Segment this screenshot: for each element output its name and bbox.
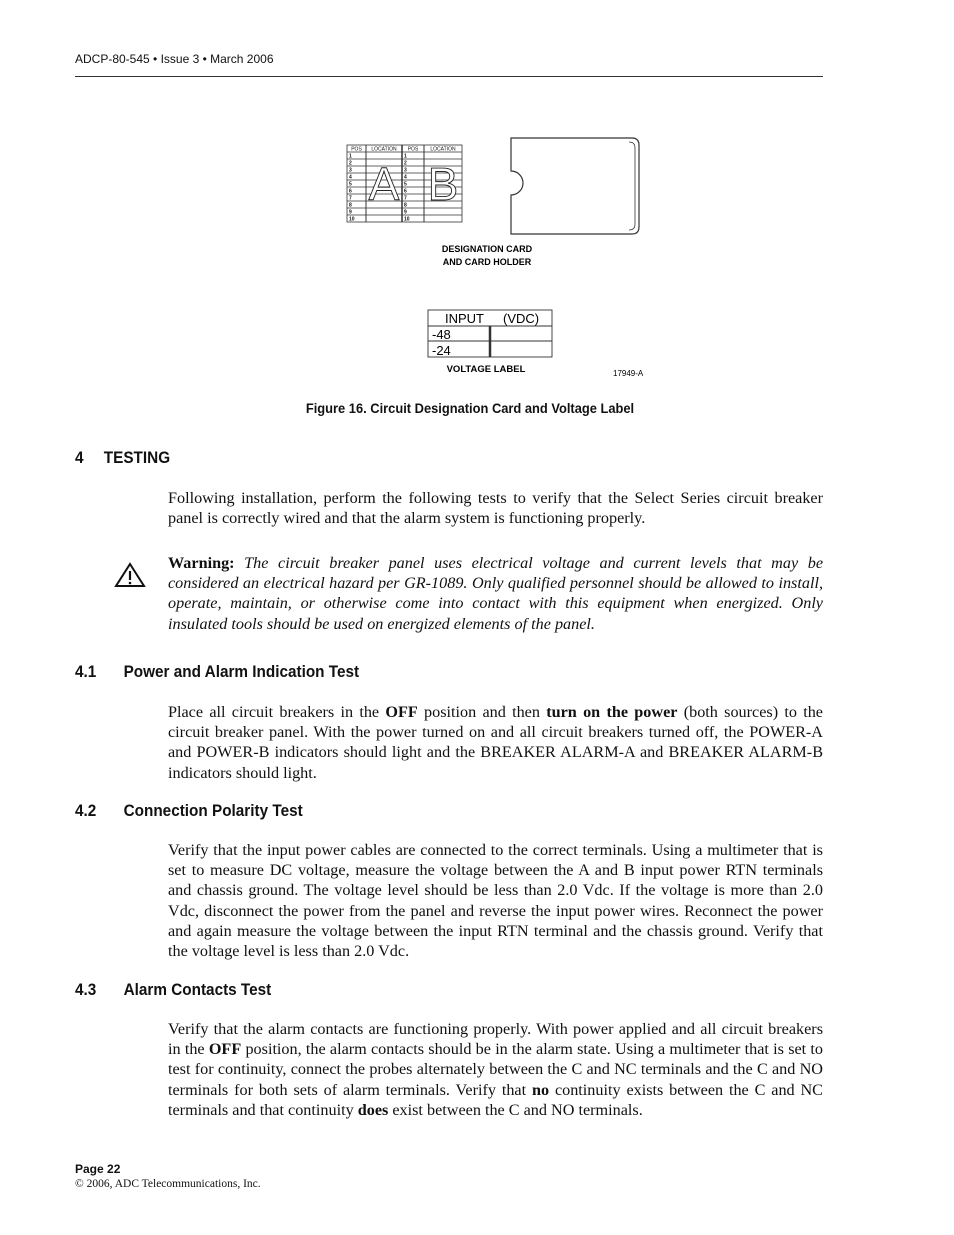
card-pos: 8 bbox=[404, 202, 407, 209]
designation-card bbox=[347, 145, 462, 223]
card-pos: 3 bbox=[404, 167, 407, 174]
card-header: POS bbox=[407, 146, 419, 153]
section-4-body: Following installation, perform the following tests to verify that the Select Series circuit breaker panel is correctly wired and that the alarm system is functioning properly. bbox=[168, 489, 823, 528]
section-4-3-heading: 4.3 Alarm Contacts Test bbox=[75, 980, 272, 999]
card-pos: 5 bbox=[404, 181, 407, 188]
card-pos: 1 bbox=[349, 153, 352, 160]
section-4-1-body: Place all circuit breakers in the OFF position and then turn on the power (both sources) to the circuit breaker panel. With the power turned on and all circuit breakers turned off, the POWER-A and POWER-B indicators should light and the BREAKER ALARM-A and BREAKER ALARM-B indicators should light. bbox=[168, 703, 823, 782]
card-pos: 6 bbox=[404, 188, 407, 195]
figure-16-drawing bbox=[0, 0, 954, 400]
section-4-heading: 4 TESTING bbox=[75, 448, 171, 467]
card-pos: 7 bbox=[404, 195, 407, 202]
figure-id: 17949-A bbox=[613, 369, 644, 378]
card-pos: 3 bbox=[349, 167, 352, 174]
card-pos: 4 bbox=[349, 174, 352, 181]
card-pos: 7 bbox=[349, 195, 352, 202]
card-label-line2: AND CARD HOLDER bbox=[442, 257, 532, 267]
card-pos: 2 bbox=[404, 160, 407, 167]
card-pos: 2 bbox=[349, 160, 352, 167]
section-4-1-heading: 4.1 Power and Alarm Indication Test bbox=[75, 662, 360, 681]
card-header: POS bbox=[351, 146, 362, 153]
warning-icon bbox=[114, 562, 146, 588]
card-pos: 6 bbox=[349, 188, 352, 195]
card-pos: 10 bbox=[349, 216, 355, 223]
card-pos: 9 bbox=[404, 209, 407, 216]
card-header: LOCATION bbox=[371, 146, 397, 153]
voltage-label-title: VOLTAGE LABEL bbox=[446, 364, 526, 375]
card-header: LOCATION bbox=[430, 146, 456, 153]
card-letter-B: B bbox=[427, 158, 459, 210]
page-number: Page 22 bbox=[75, 1162, 121, 1176]
voltage-row-24: -24 bbox=[432, 343, 451, 358]
section-4-2-body: Verify that the input power cables are connected to the correct terminals. Using a multimeter that is set to measure DC voltage, measure the voltage between the A and B input power RTN terminals and chassis ground. The voltage level should be less than 2.0 Vdc. If the voltage is more than 2.0 Vdc, disconnect the power from the panel and reverse the input power wires. Reconnect the power and again measure the voltage between the input RTN terminal and the chassis ground. Verify that the voltage level is less than 2.0 Vdc. bbox=[168, 841, 823, 961]
figure-caption: Figure 16. Circuit Designation Card and Voltage Label bbox=[305, 400, 635, 416]
card-label-line1: DESIGNATION CARD bbox=[441, 244, 533, 254]
card-pos: 5 bbox=[349, 181, 352, 188]
card-pos: 9 bbox=[349, 209, 352, 216]
voltage-header-vdc: (VDC) bbox=[503, 311, 540, 326]
card-pos: 1 bbox=[404, 153, 407, 160]
card-pos: 10 bbox=[404, 216, 410, 223]
card-pos: 4 bbox=[404, 174, 407, 181]
running-header: ADCP-80-545 • Issue 3 • March 2006 bbox=[75, 52, 274, 66]
section-4-3-body: Verify that the alarm contacts are functioning properly. With power applied and all circuit breakers in the OFF position, the alarm contacts should be in the alarm state. Using a multimeter that is set to test for continuity, connect the probes alternately between the C and NC terminals and the C and NO terminals for both sets of alarm terminals. Verify that no continuity exists between the C and NC terminals and that continuity does exist between the C and NO terminals. bbox=[168, 1020, 823, 1119]
voltage-row-48: -48 bbox=[432, 327, 451, 342]
warning-note: Warning: The circuit breaker panel uses electrical voltage and current levels that may be considered an electrical hazard per GR-1089. Only qualified personnel should be allowed to install, operate, maintain, or otherwise come into contact with this equipment when energized. Only insulated tools should be used on energized elements of the panel. bbox=[168, 554, 824, 633]
card-letter-A: A bbox=[368, 158, 400, 210]
copyright: © 2006, ADC Telecommunications, Inc. bbox=[75, 1178, 261, 1190]
card-pos: 8 bbox=[349, 202, 352, 209]
card-holder bbox=[511, 138, 639, 234]
section-4-2-heading: 4.2 Connection Polarity Test bbox=[75, 801, 303, 820]
voltage-header-input: INPUT bbox=[445, 311, 484, 326]
